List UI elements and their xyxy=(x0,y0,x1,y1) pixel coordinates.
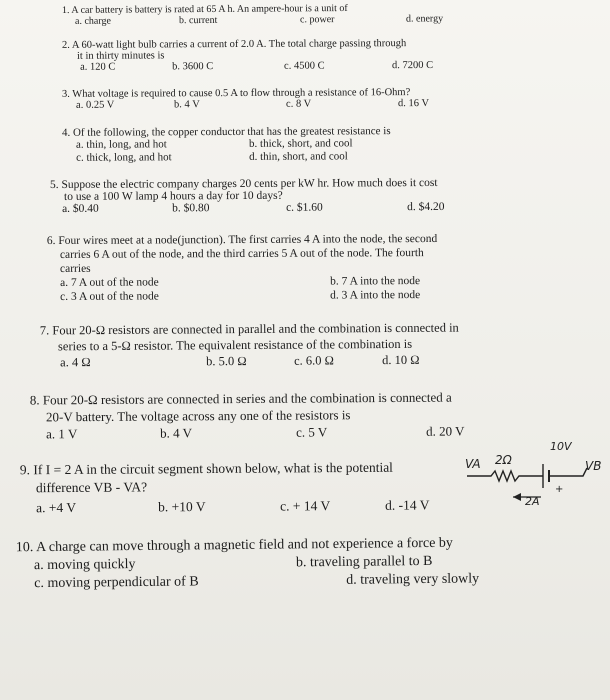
question-8-stem-line-2: 20-V battery. The voltage across any one of the resistors is xyxy=(45,407,351,425)
question-1 xyxy=(61,3,444,29)
question-10-option-b: b. traveling parallel to B xyxy=(295,553,433,571)
question-10-option-a: a. moving quickly xyxy=(33,557,136,574)
arrow-head-icon xyxy=(513,493,521,501)
question-5-option-c: c. $1.60 xyxy=(286,201,323,214)
question-9-option-d: d. -14 V xyxy=(385,497,430,513)
question-5-stem-line-1: 5. Suppose the electric company charges 20 cents per kW hr. How much does it cost xyxy=(49,176,438,192)
question-6-option-a: a. 7 A out of the node xyxy=(60,276,159,289)
question-3-option-b: b. 4 V xyxy=(173,99,200,111)
question-6 xyxy=(47,232,438,304)
question-6-option-d: d. 3 A into the node xyxy=(330,289,421,302)
question-7-option-c: c. 6.0 Ω xyxy=(294,353,335,368)
question-6-option-b: b. 7 A into the node xyxy=(330,275,421,288)
question-10-option-c: c. moving perpendicular of B xyxy=(34,574,199,592)
question-6-stem-line-2: carries 6 A out of the node, and the third carries 5 A out of the node. The fourth xyxy=(59,247,424,261)
question-7-option-b: b. 5.0 Ω xyxy=(206,354,247,369)
question-2-option-a: a. 120 C xyxy=(80,61,116,73)
question-8-option-b: b. 4 V xyxy=(160,425,193,441)
vb-label: VB xyxy=(585,459,602,473)
question-3-option-c: c. 8 V xyxy=(285,98,312,110)
question-9-option-b: b. +10 V xyxy=(158,499,206,515)
question-10-stem: 10. A charge can move through a magnetic field and not experience a force by xyxy=(15,535,453,556)
question-4-stem: 4. Of the following, the copper conductor that has the greatest resistance is xyxy=(61,125,391,139)
question-5 xyxy=(49,176,445,217)
question-9-stem-line-1: 9. If I = 2 A in the circuit segment shown below, what is the potential xyxy=(19,459,393,478)
question-8-option-c: c. 5 V xyxy=(296,424,328,440)
question-4-option-d: d. thin, short, and cool xyxy=(249,150,348,163)
va-label: VA xyxy=(465,457,481,471)
question-7-option-a: a. 4 Ω xyxy=(60,355,91,370)
question-10 xyxy=(15,535,480,594)
resistor-label: 2Ω xyxy=(495,453,512,467)
question-7-option-d: d. 10 Ω xyxy=(382,352,420,368)
question-9-option-c: c. + 14 V xyxy=(280,498,331,514)
circuit-segment-diagram xyxy=(455,440,605,510)
question-4-option-b: b. thick, short, and cool xyxy=(248,137,353,150)
question-6-option-c: c. 3 A out of the node xyxy=(60,290,159,303)
question-7-stem-line-2: series to a 5-Ω resistor. The equivalent resistance of the combination is xyxy=(57,336,413,354)
question-2 xyxy=(61,38,434,76)
battery-plus-sign: + xyxy=(555,484,564,495)
question-3 xyxy=(61,87,430,114)
question-8-stem-line-1: 8. Four 20-Ω resistors are connected in series and the combination is connected a xyxy=(29,389,452,408)
question-3-option-d: d. 16 V xyxy=(397,97,430,110)
question-6-stem-line-3: carries xyxy=(59,262,91,275)
question-3-option-a: a. 0.25 V xyxy=(75,99,115,111)
question-1-option-a: a. charge xyxy=(74,15,111,27)
question-1-option-c: c. power xyxy=(299,14,335,26)
question-7-stem-line-1: 7. Four 20-Ω resistors are connected in parallel and the combination is connected in xyxy=(39,320,459,338)
question-1-option-b: b. current xyxy=(178,14,218,27)
question-8 xyxy=(29,389,465,443)
question-10-option-d: d. traveling very slowly xyxy=(346,571,480,588)
wire-segment-icon xyxy=(549,468,587,476)
question-7 xyxy=(40,320,459,371)
question-9-option-a: a. +4 V xyxy=(36,499,77,516)
question-2-stem-line-2: it in thirty minutes is xyxy=(76,50,165,62)
question-2-option-c: c. 4500 C xyxy=(284,60,325,72)
question-1-stem: 1. A car battery is battery is rated at 65 A h. An ampere-hour is a unit of xyxy=(61,3,348,16)
question-9 xyxy=(19,459,430,518)
question-9-stem-line-2: difference VB - VA? xyxy=(35,479,148,496)
question-8-option-a: a. 1 V xyxy=(46,426,78,442)
question-2-option-b: b. 3600 C xyxy=(172,61,214,73)
question-4-option-a: a. thin, long, and hot xyxy=(75,138,167,151)
question-4 xyxy=(62,125,391,165)
question-5-option-a: a. $0.40 xyxy=(62,202,99,215)
question-4-option-c: c. thick, long, and hot xyxy=(76,151,172,164)
question-6-stem-line-1: 6. Four wires meet at a node(junction). The first carries 4 A into the node, the second xyxy=(46,232,438,248)
resistor-zigzag-icon xyxy=(467,471,543,481)
question-5-option-d: d. $4.20 xyxy=(407,200,445,214)
question-5-stem-line-2: to use a 100 W lamp 4 hours a day for 10 days? xyxy=(63,189,283,203)
battery-label: 10V xyxy=(550,440,572,453)
current-label: 2A xyxy=(525,495,540,508)
question-1-option-d: d. energy xyxy=(405,13,444,25)
question-8-option-d: d. 20 V xyxy=(426,423,465,439)
question-3-stem: 3. What voltage is required to cause 0.5 A to flow through a resistance of 16-Ohm? xyxy=(61,87,411,100)
question-2-option-d: d. 7200 C xyxy=(392,59,434,72)
question-5-option-b: b. $0.80 xyxy=(172,202,210,215)
question-2-stem-line-1: 2. A 60-watt light bulb carries a current of 2.0 A. The total charge passing through xyxy=(61,38,407,51)
